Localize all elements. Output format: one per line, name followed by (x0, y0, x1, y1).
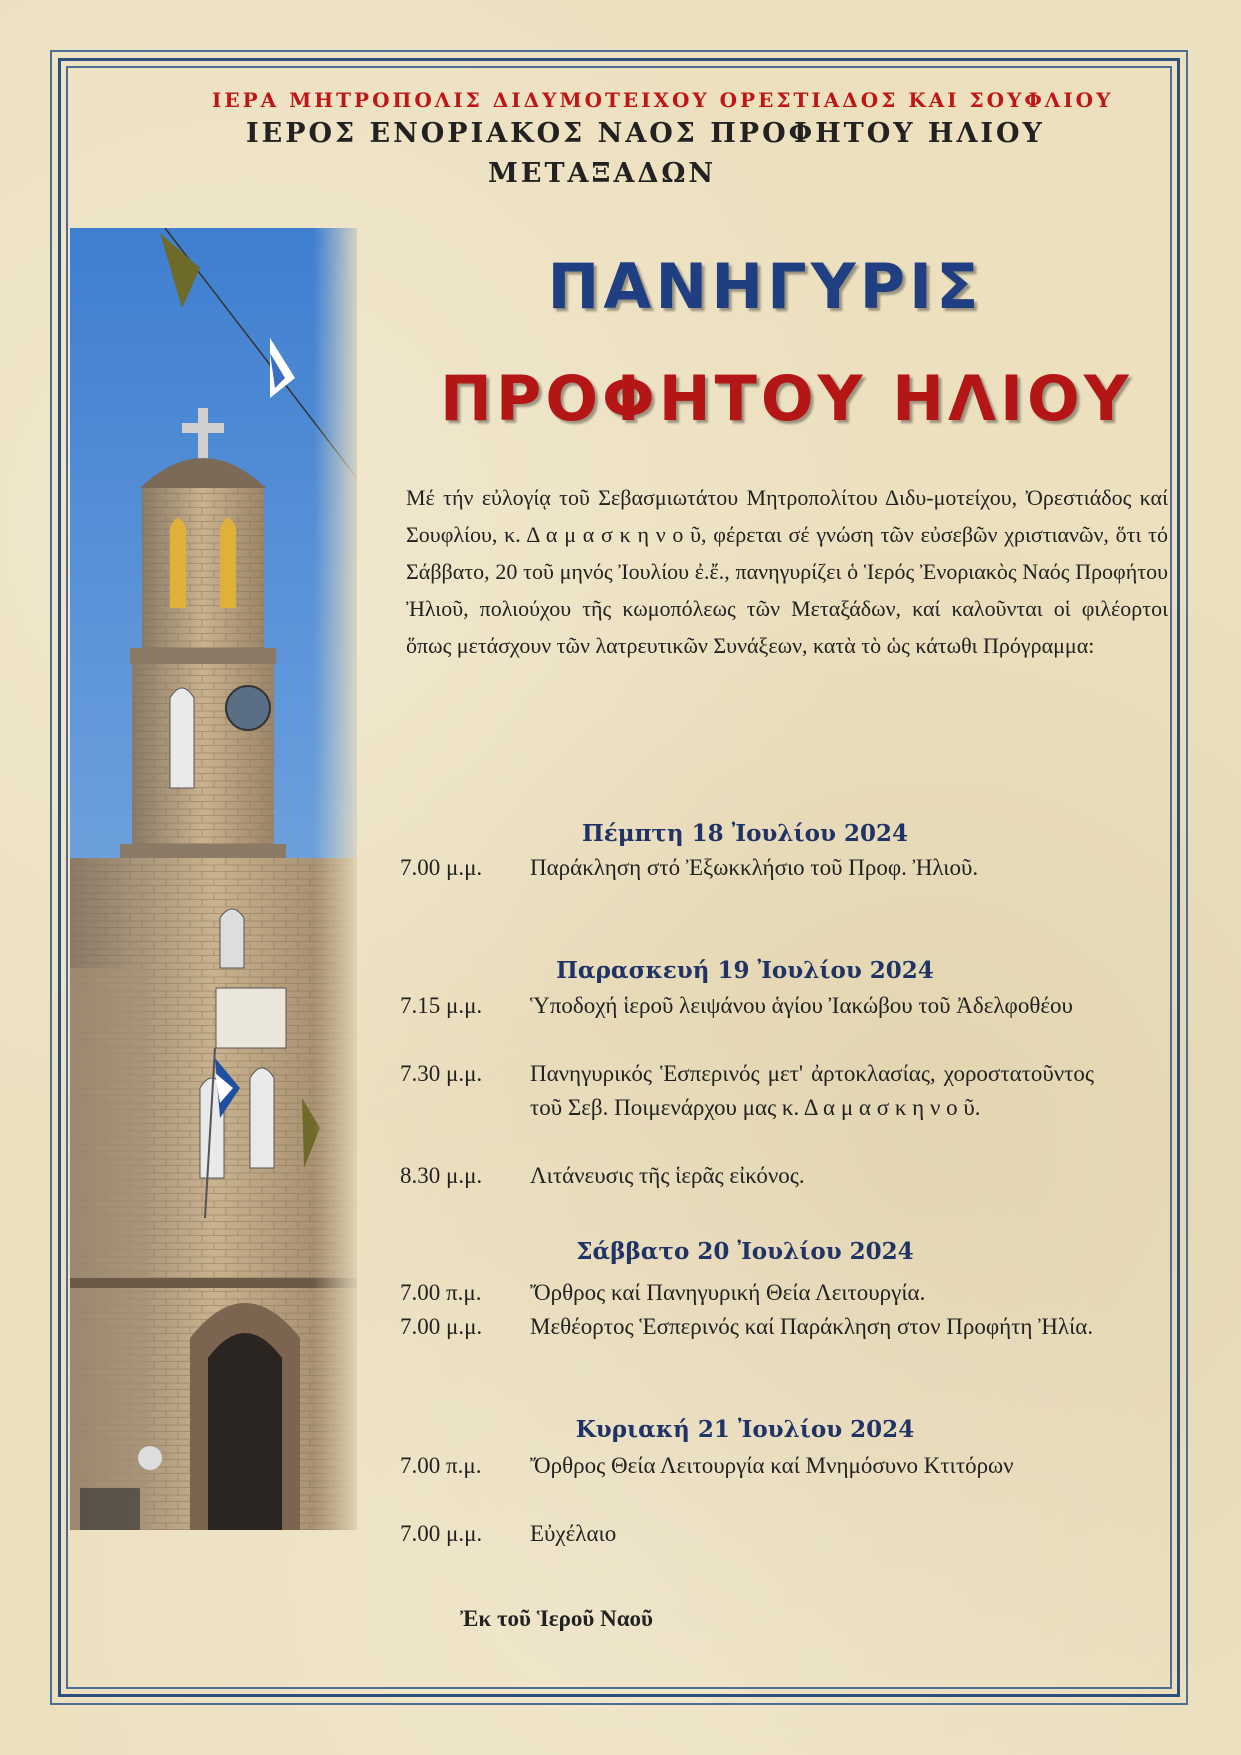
entry-description: Λιτάνευσις τῆς ἱερᾶς εἰκόνος. (530, 1163, 805, 1188)
entry-description: Ὑποδοχή ἱεροῦ λειψάνου ἁγίου Ἰακώβου τοῦ Ἀδελφοθέου (530, 993, 1073, 1018)
entry-description: Ὄρθρος Θεία Λειτουργία καί Μνημόσυνο Κτιτόρων (530, 1453, 1014, 1478)
entry-time: 7.00 μ.μ. (400, 1521, 483, 1546)
entry-time: 7.00 μ.μ. (400, 1314, 483, 1339)
entry-time: 7.00 π.μ. (400, 1280, 482, 1305)
schedule-entry (400, 989, 1094, 1057)
entry-time: 7.30 μ.μ. (400, 1061, 483, 1086)
entry-description: Εὐχέλαιο (530, 1521, 617, 1546)
schedule-entry (400, 1057, 1094, 1159)
metropolis-heading: ΙΕΡΑ ΜΗΤΡΟΠΟΛΙΣ ΔΙΔΥΜΟΤΕΙΧΟΥ ΟΡΕΣΤΙΑΔΟΣ ΚΑΙ ΣΟΥΦΛΙΟΥ (212, 88, 1114, 112)
church-bell-tower-photo (70, 228, 357, 1530)
entry-description: Μεθέορτος Ἑσπερινός καί Παράκληση στον Προφήτη Ἠλία. (530, 1314, 1094, 1339)
day-heading-sunday: Κυριακή 21 Ἰουλίου 2024 (575, 1416, 915, 1443)
festival-subtitle: ΠΡΟΦΗΤΟΥ ΗΛΙΟΥ (440, 362, 1133, 435)
announcement-paragraph: Μέ τήν εὐλογίᾳ τοῦ Σεβασμιωτάτου Μητροπολίτου Διδυ-μοτείχου, Ὀρεστιάδος καί Σουφλίου, κ. Δ α μ α σ κ η ν ο ῦ, φέρεται σέ γνώση τῶν εὐσεβῶν χριστιανῶν, ὅτι τό Σάββατο, 20 τοῦ μηνός Ἰουλίου ἐ.ἔ., πανηγυρίζει ὁ Ἱερός Ἐνοριακὸς Ναός Προφήτου Ἠλιοῦ, πολιούχου τῆς κωμοπόλεως τῶν Μεταξάδων, καί καλοῦνται οἱ φιλέορτοι ὅπως μετάσχουν τῶν λατρευτικῶν Συνάξεων, κατὰ τὸ ὡς κάτωθι Πρόγραμμα: (406, 485, 1168, 658)
entry-time: 7.15 μ.μ. (400, 993, 483, 1018)
entry-time: 7.00 μ.μ. (400, 855, 483, 880)
day-heading-thursday: Πέμπτη 18 Ἰουλίου 2024 (582, 820, 908, 847)
village-heading: ΜΕΤΑΞΑΔΩΝ (488, 158, 717, 189)
signature-line: Ἐκ τοῦ Ἱεροῦ Ναοῦ (460, 1606, 653, 1631)
schedule-entry (400, 1517, 1094, 1551)
entry-description: Ὄρθρος καί Πανηγυρική Θεία Λειτουργία. (530, 1280, 926, 1305)
entry-description: Πανηγυρικός Ἑσπερινός μετ' ἀρτοκλασίας, χοροστατοῦντος τοῦ Σεβ. Ποιμενάρχου μας κ. Δ α μ α σ κ η ν ο ῦ. (530, 1061, 1094, 1120)
parish-heading: ΙΕΡΟΣ ΕΝΟΡΙΑΚΟΣ ΝΑΟΣ ΠΡΟΦΗΤΟΥ ΗΛΙΟΥ (246, 118, 1045, 149)
entry-time: 7.00 π.μ. (400, 1453, 482, 1478)
festival-title: ΠΑΝΗΓΥΡΙΣ (547, 250, 983, 323)
schedule-entry (400, 1449, 1094, 1517)
day-heading-saturday: Σάββατο 20 Ἰουλίου 2024 (576, 1238, 914, 1265)
schedule-entry (400, 851, 1094, 919)
schedule-entry (400, 1276, 1094, 1310)
entry-description: Παράκληση στό Ἐξωκκλήσιο τοῦ Προφ. Ἠλιοῦ. (530, 855, 979, 880)
day-heading-friday: Παρασκευή 19 Ἰουλίου 2024 (556, 957, 934, 984)
schedule-entry (400, 1310, 1094, 1378)
schedule-entry (400, 1159, 1094, 1193)
entry-time: 8.30 μ.μ. (400, 1163, 483, 1188)
